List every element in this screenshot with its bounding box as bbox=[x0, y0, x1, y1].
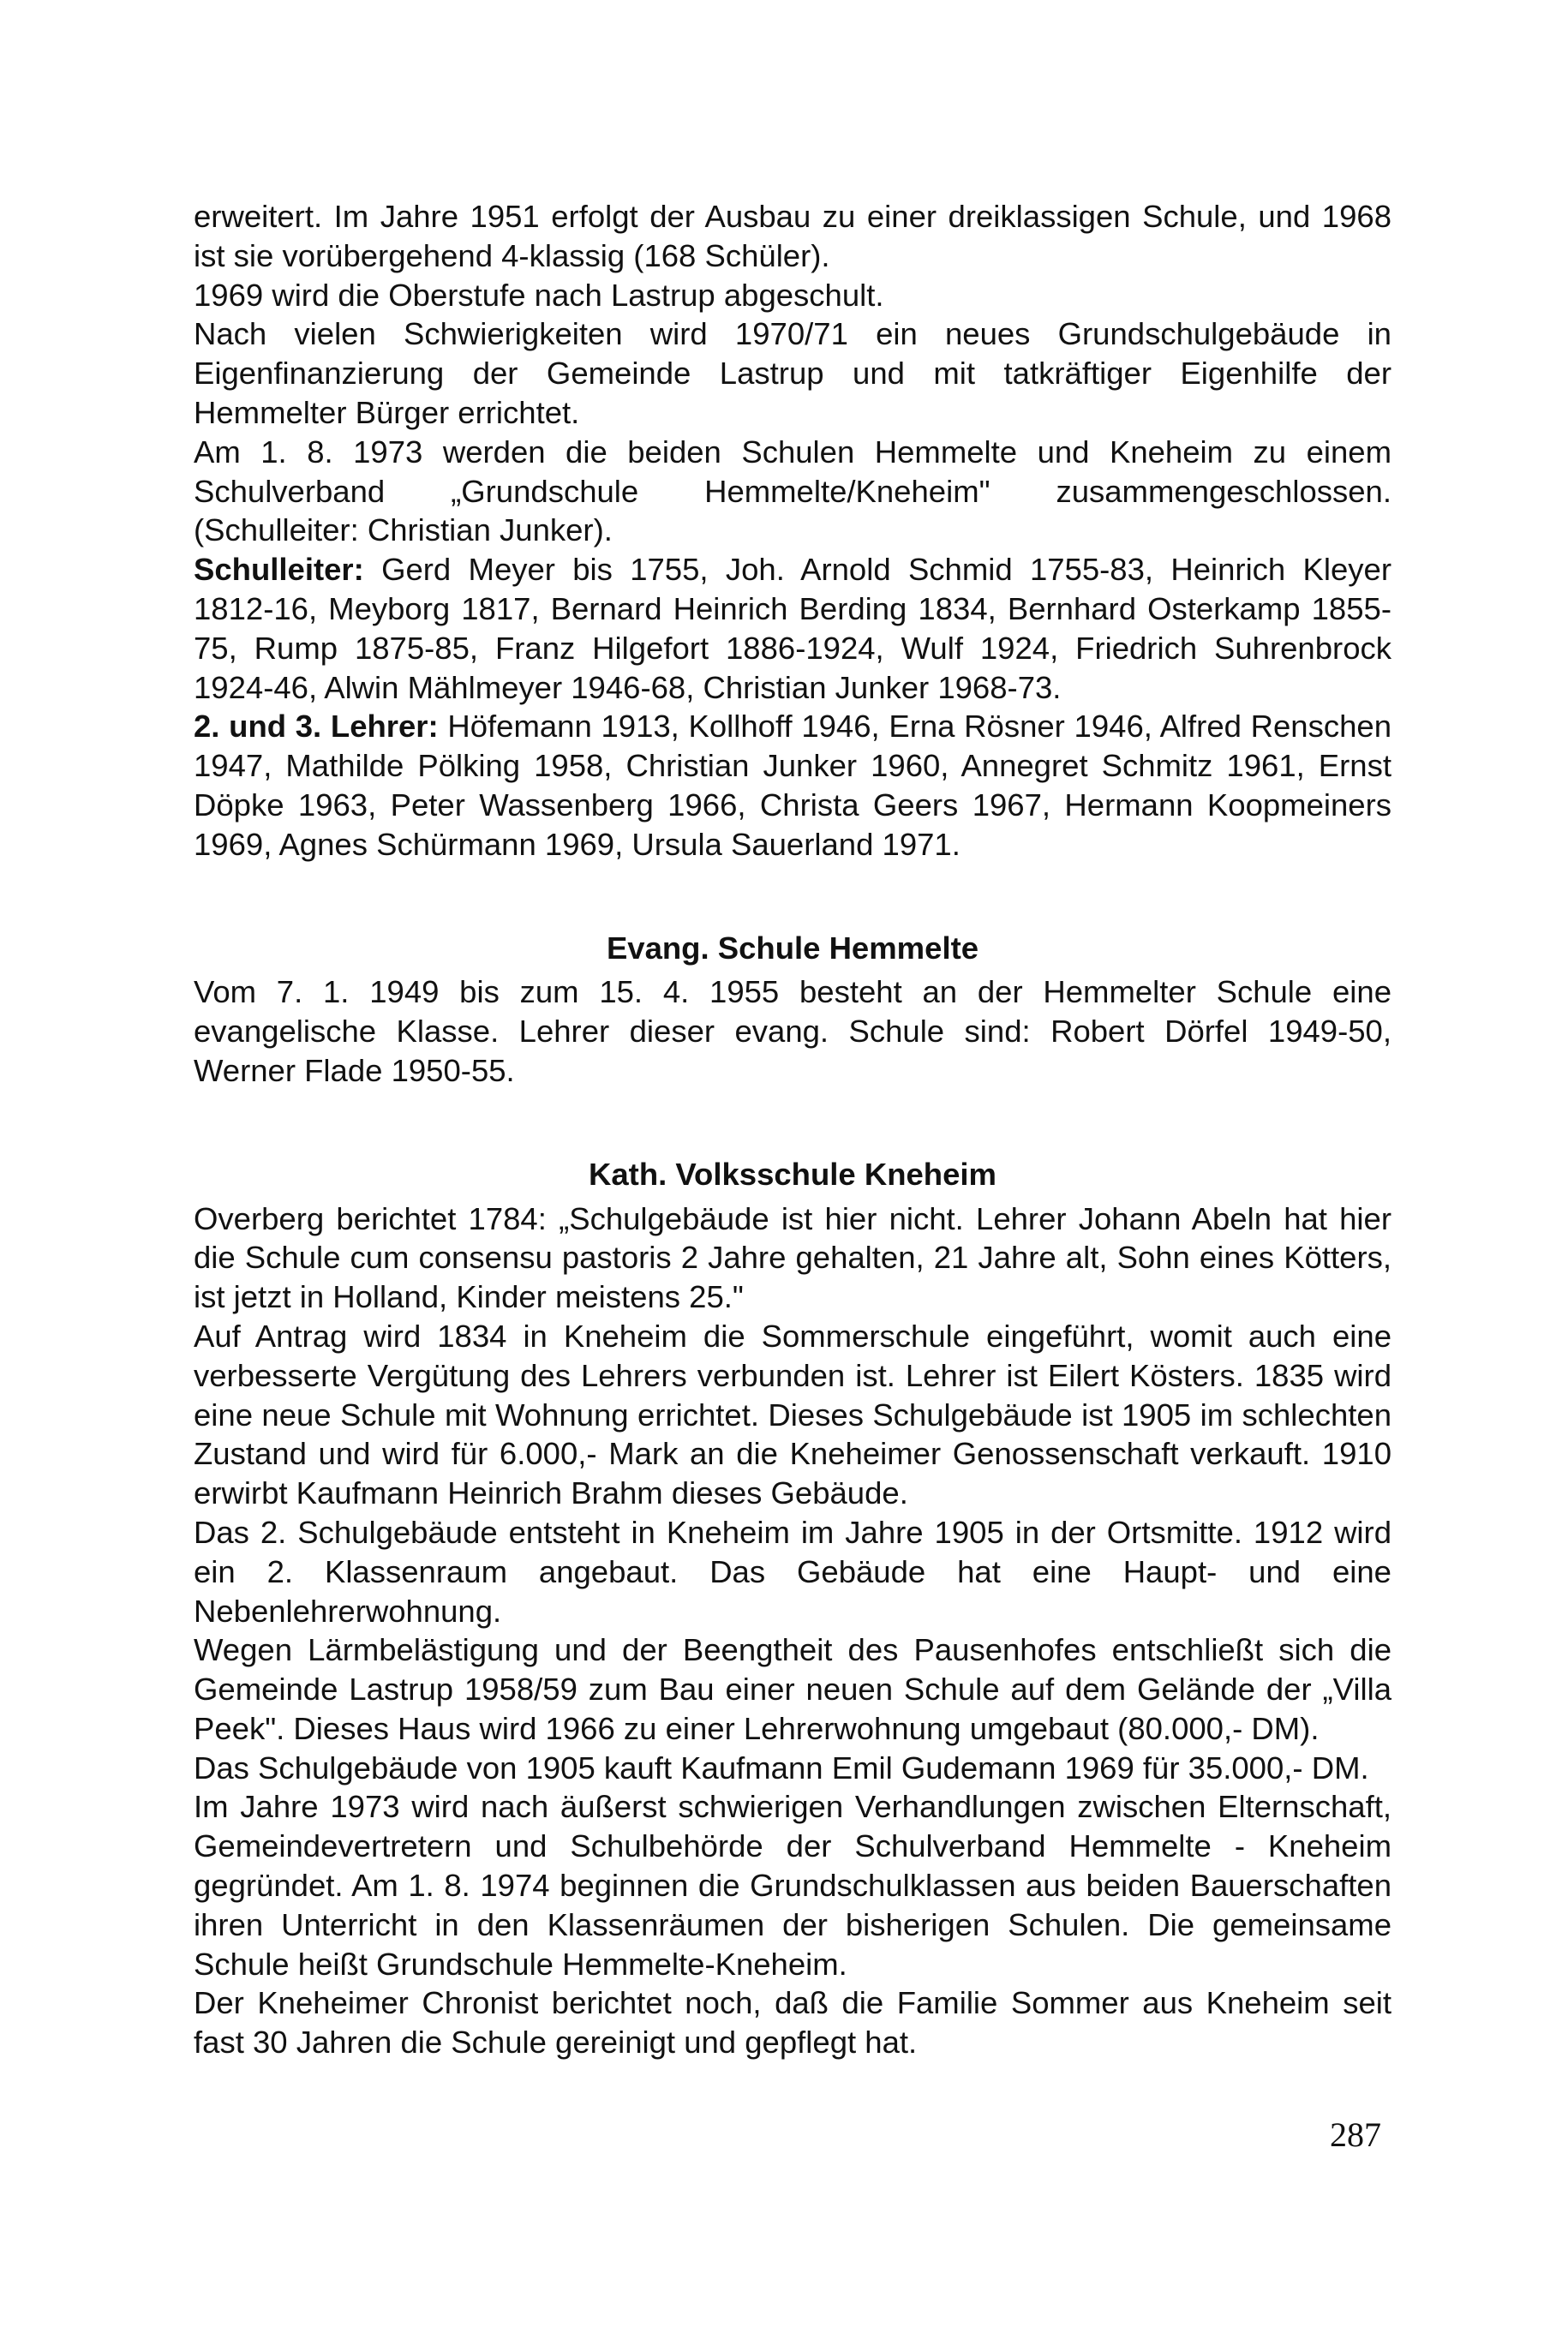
kath-paragraph-2: Auf Antrag wird 1834 in Kneheim die Sommerschule eingeführt, womit auch eine verbesserte Vergütung des Lehrers verbunden ist. Lehrer ist Eilert Kösters. 1835 wird eine neue Schule mit Wohnung errichtet. Dieses Schulgebäude ist 1905 im schlechten Zustand und wird für 6.000,- Mark an die Kneheimer Genossenschaft verkauft. 1910 erwirbt Kaufmann Heinrich Brahm dieses Gebäude. bbox=[194, 1318, 1391, 1511]
kath-paragraph-5: Das Schulgebäude von 1905 kauft Kaufmann Emil Gudemann 1969 für 35.000,- DM. bbox=[194, 1750, 1369, 1786]
evang-paragraph-1: Vom 7. 1. 1949 bis zum 15. 4. 1955 besteht an der Hemmelter Schule eine evangelische Klasse. Lehrer dieser evang. Schule sind: Robert Dörfel 1949-50, Werner Flade 1950-55. bbox=[194, 974, 1391, 1088]
intro-paragraph-1: erweitert. Im Jahre 1951 erfolgt der Ausbau zu einer dreiklassigen Schule, und 1968 ist sie vorübergehend 4-klassig (168 Schüler). bbox=[194, 199, 1391, 273]
kath-paragraph-6: Im Jahre 1973 wird nach äußerst schwierigen Verhandlungen zwischen Elternschaft, Gemeindevertretern und Schulbehörde der Schulverband Hemmelte - Kneheim gegründet. Am 1. 8. 1974 beginnen die Grundschulklassen aus beiden Bauerschaften ihren Unterricht in den Klassenräumen der bisherigen Schulen. Die gemeinsame Schule heißt Grundschule Hemmelte-Kneheim. bbox=[194, 1789, 1391, 1982]
lehrer-text: Höfemann 1913, Kollhoff 1946, Erna Rösner 1946, Alfred Renschen 1947, Mathilde Pölking 1958, Christian Junker 1960, Annegret Schmitz 1961, Ernst Döpke 1963, Peter Wassenberg 1966, Christa Geers 1967, Hermann Koopmeiners 1969, Agnes Schürmann 1969, Ursula Sauerland 1971. bbox=[194, 709, 1391, 862]
kath-paragraph-1: Overberg berichtet 1784: „Schulgebäude ist hier nicht. Lehrer Johann Abeln hat hier die Schule cum consensu pastoris 2 Jahre gehalten, 21 Jahre alt, Sohn eines Kötters, ist jetzt in Holland, Kinder meistens 25." bbox=[194, 1200, 1391, 1315]
section-spacer bbox=[194, 1091, 1391, 1155]
section-spacer bbox=[194, 864, 1391, 929]
schulleiter-text: Gerd Meyer bis 1755, Joh. Arnold Schmid 1755-83, Heinrich Kleyer 1812-16, Meyborg 1817, Bernard Heinrich Berding 1834, Bernhard Osterkamp 1855-75, Rump 1875-85, Franz Hilgefort 1886-1924, Wulf 1924, Friedrich Suhrenbrock 1924-46, Alwin Mählmeyer 1946-68, Christian Junker 1968-73. bbox=[194, 552, 1391, 705]
page-number: 287 bbox=[1330, 2115, 1381, 2154]
evang-heading: Evang. Schule Hemmelte bbox=[606, 930, 979, 966]
schulleiter-label: Schulleiter: bbox=[194, 552, 364, 588]
page-body bbox=[194, 197, 1391, 2062]
kath-paragraph-4: Wegen Lärmbelästigung und der Beengtheit des Pausenhofes entschließt sich die Gemeinde Lastrup 1958/59 zum Bau einer neuen Schule auf dem Gelände der „Villa Peek". Dieses Haus wird 1966 zu einer Lehrerwohnung umgebaut (80.000,- DM). bbox=[194, 1632, 1391, 1746]
kath-paragraph-7: Der Kneheimer Chronist berichtet noch, daß die Familie Sommer aus Kneheim seit fast 30 Jahren die Schule gereinigt und gepflegt hat. bbox=[194, 1985, 1391, 2061]
schulleiter-paragraph bbox=[194, 550, 1391, 707]
intro-paragraph-4: Am 1. 8. 1973 werden die beiden Schulen Hemmelte und Kneheim zu einem Schulverband „Grundschule Hemmelte/Kneheim" zusammengeschlossen. (Schulleiter: Christian Junker). bbox=[194, 434, 1391, 548]
intro-paragraph-3: Nach vielen Schwierigkeiten wird 1970/71 ein neues Grundschulgebäude in Eigenfinanzierung der Gemeinde Lastrup und mit tatkräftiger Eigenhilfe der Hemmelter Bürger errichtet. bbox=[194, 316, 1391, 430]
intro-paragraph-2: 1969 wird die Oberstufe nach Lastrup abgeschult. bbox=[194, 277, 884, 313]
lehrer-label: 2. und 3. Lehrer: bbox=[194, 709, 439, 745]
kath-heading: Kath. Volksschule Kneheim bbox=[589, 1156, 996, 1192]
lehrer-paragraph bbox=[194, 707, 1391, 864]
kath-paragraph-3: Das 2. Schulgebäude entsteht in Kneheim im Jahre 1905 in der Ortsmitte. 1912 wird ein 2. Klassenraum angebaut. Das Gebäude hat eine Haupt- und eine Nebenlehrerwohnung. bbox=[194, 1514, 1391, 1629]
